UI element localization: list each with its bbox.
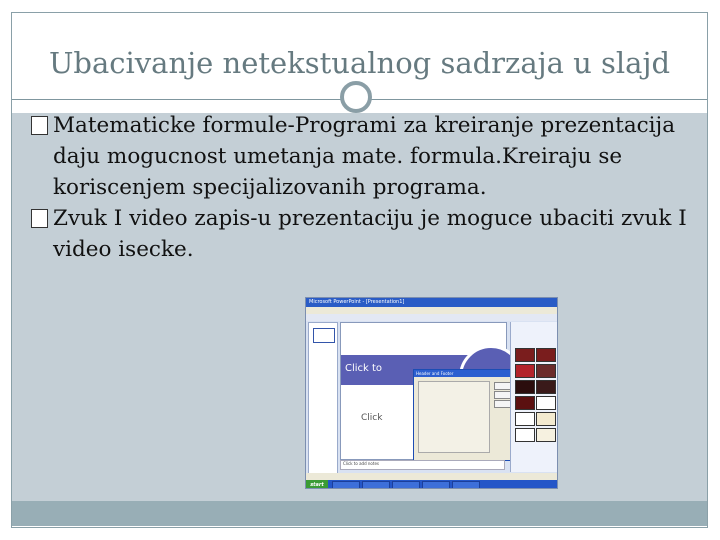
circle-ornament-icon: [340, 81, 372, 113]
bullet-list: [31, 110, 691, 265]
dialog-title: Header and Footer: [414, 370, 518, 377]
template-thumbnail: [536, 364, 556, 378]
template-thumbnail: [515, 396, 535, 410]
title-placeholder: Click to: [345, 363, 383, 374]
footer-band: [12, 501, 707, 526]
bullet-text: Matematicke formule-Programi za kreiranje prezentacija daju mogucnost umetanja mate. formula.Kreiraju se koriscenjem specijalizovanih programa.: [53, 113, 676, 200]
taskbar: [306, 480, 557, 489]
slides-pane: [308, 322, 338, 474]
template-thumbnail: [515, 348, 535, 362]
template-thumbnail: [515, 428, 535, 442]
bullet-box-icon: [31, 116, 48, 135]
bullet-item: [31, 110, 691, 203]
taskbar-item: [362, 481, 390, 489]
template-thumbnail: [536, 396, 556, 410]
template-thumbnail: [515, 364, 535, 378]
bullet-box-icon: [31, 209, 48, 228]
template-thumbnail: [515, 380, 535, 394]
header-footer-dialog: [413, 369, 519, 461]
template-thumbnail: [536, 412, 556, 426]
slide-title: Ubacivanje netekstualnog sadrzaja u slajd: [48, 46, 671, 80]
template-thumbnail: [536, 380, 556, 394]
template-thumbnail: [536, 348, 556, 362]
status-bar: [306, 473, 557, 480]
template-thumbnail: [536, 428, 556, 442]
taskbar-item: [392, 481, 420, 489]
design-templates-pane: [510, 322, 558, 472]
dialog-options: [418, 381, 490, 453]
taskbar-item: [452, 481, 480, 489]
embedded-powerpoint-screenshot: [305, 297, 558, 489]
menu-bar: [306, 307, 557, 314]
taskbar-item: [332, 481, 360, 489]
toolbar: [306, 314, 557, 321]
bullet-text: Zvuk I video zapis-u prezentaciju je moguce ubaciti zvuk I video isecke.: [53, 206, 687, 262]
slide-thumbnail: [313, 328, 335, 343]
subtitle-placeholder: Click: [361, 413, 383, 423]
template-thumbnail: [515, 412, 535, 426]
start-button: start: [306, 480, 328, 489]
slide-canvas: [340, 322, 507, 460]
window-titlebar: Microsoft PowerPoint - [Presentation1]: [306, 298, 557, 307]
notes-pane: Click to add notes: [340, 460, 505, 470]
bullet-item: [31, 203, 691, 265]
taskbar-item: [422, 481, 450, 489]
